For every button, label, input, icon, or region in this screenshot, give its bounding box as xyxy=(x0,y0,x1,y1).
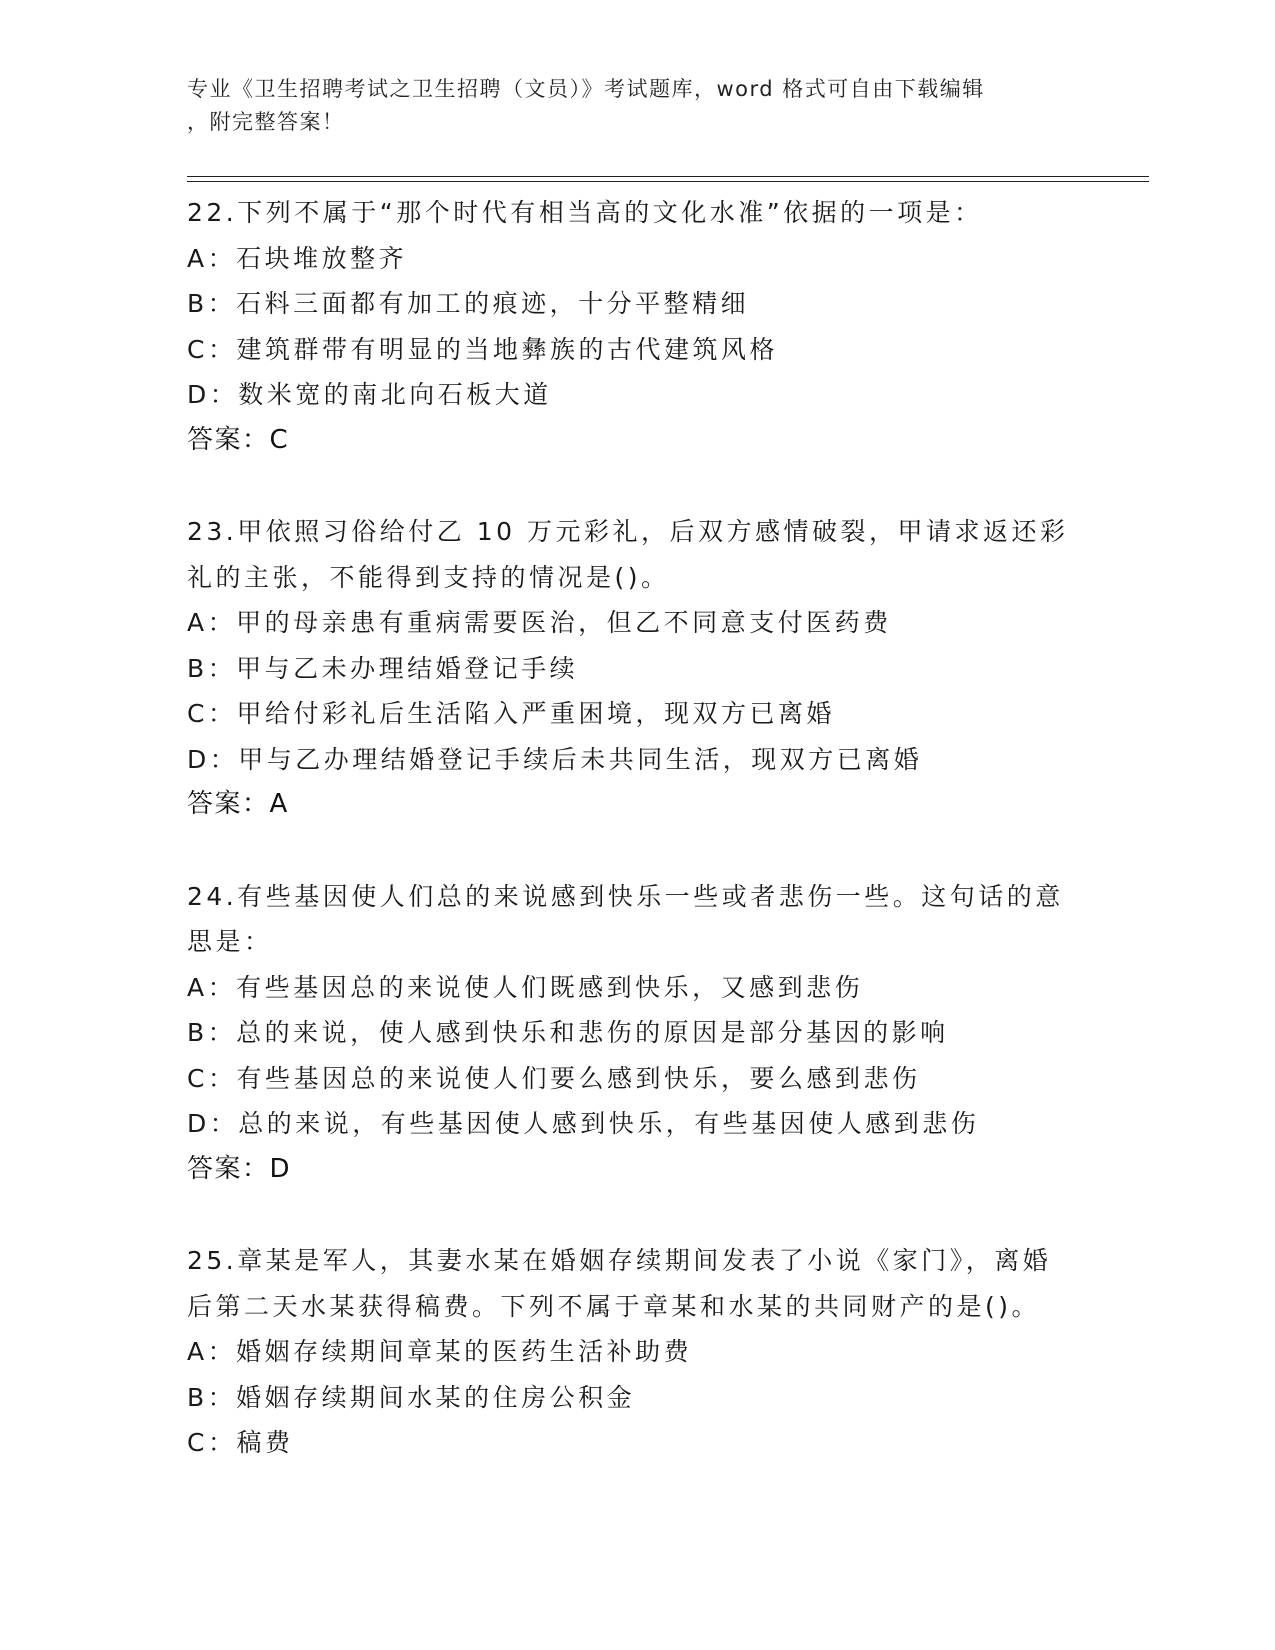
option-a: A：婚姻存续期间章某的医药生活补助费 xyxy=(187,1337,693,1366)
answer: 答案：D xyxy=(187,1153,292,1184)
header-line-2: ，附完整答案！ xyxy=(187,110,345,134)
question-stem-continued: 后第二天水某获得稿费。下列不属于章某和水某的共同财产的是()。 xyxy=(187,1291,1041,1321)
header-line-1: 专业《卫生招聘考试之卫生招聘（文员）》考试题库，word 格式可自由下载编辑 xyxy=(187,77,985,101)
option-a: A：有些基因总的来说使人们既感到快乐，又感到悲伤 xyxy=(187,972,864,1002)
question-stem: 24.有些基因使人们总的来说感到快乐一些或者悲伤一些。这句话的意 xyxy=(187,881,1064,911)
option-c: C：建筑群带有明显的当地彝族的古代建筑风格 xyxy=(187,334,778,364)
option-b: B：总的来说，使人感到快乐和悲伤的原因是部分基因的影响 xyxy=(187,1018,949,1047)
question-stem-continued: 思是： xyxy=(187,927,273,956)
question-22 xyxy=(187,190,1087,463)
question-list xyxy=(187,190,1087,1512)
header-divider-top xyxy=(187,176,1149,177)
header-divider-bottom xyxy=(187,181,1149,182)
answer: 答案：A xyxy=(187,789,289,819)
option-c: C：有些基因总的来说使人们要么感到快乐，要么感到悲伤 xyxy=(187,1063,921,1093)
option-b: B：石料三面都有加工的痕迹，十分平整精细 xyxy=(187,289,750,318)
option-c: C：甲给付彩礼后生活陷入严重困境，现双方已离婚 xyxy=(187,699,835,728)
option-d: D：总的来说，有些基因使人感到快乐，有些基因使人感到悲伤 xyxy=(187,1109,980,1138)
option-a: A：石块堆放整齐 xyxy=(187,243,408,273)
question-stem: 23.甲依照习俗给付乙 10 万元彩礼，后双方感情破裂，甲请求返还彩 xyxy=(187,517,1069,546)
option-a: A：甲的母亲患有重病需要医治，但乙不同意支付医药费 xyxy=(187,608,892,637)
question-23 xyxy=(187,509,1087,828)
option-b: B：婚姻存续期间水某的住房公积金 xyxy=(187,1382,636,1412)
answer: 答案：C xyxy=(187,424,290,455)
question-stem-continued: 礼的主张，不能得到支持的情况是()。 xyxy=(187,562,670,592)
document-header xyxy=(187,73,1067,139)
question-25 xyxy=(187,1238,1087,1466)
option-c: C：稿费 xyxy=(187,1428,294,1457)
question-stem: 22.下列不属于“那个时代有相当高的文化水准”依据的一项是： xyxy=(187,198,983,227)
question-stem: 25.章某是军人，其妻水某在婚姻存续期间发表了小说《家门》，离婚 xyxy=(187,1246,1052,1275)
option-d: D：数米宽的南北向石板大道 xyxy=(187,380,552,409)
option-b: B：甲与乙未办理结婚登记手续 xyxy=(187,653,579,683)
option-d: D：甲与乙办理结婚登记手续后未共同生活，现双方已离婚 xyxy=(187,744,923,774)
question-24 xyxy=(187,874,1087,1193)
